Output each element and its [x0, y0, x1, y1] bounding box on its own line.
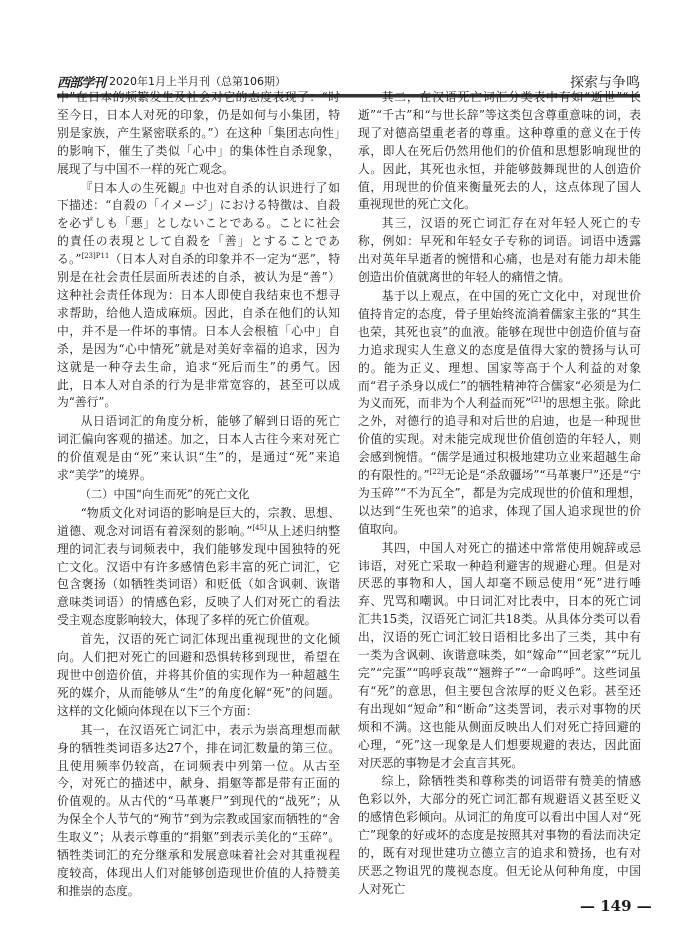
citation-ref: [45]	[252, 523, 267, 532]
text-run: 首先，汉语的死亡词汇体现出重视现世的文化倾向。人们把对死亡的回避和恐惧转移到现世，希望在现世中创造价值，并将其价值的实现作为一种超越生死的媒介，从而能够从“生”的角度化解“死”的问题。这样的文化倾向体现在以下三个方面：	[57, 632, 340, 718]
citation-ref: [21]	[531, 396, 546, 405]
text-run: “物质文化对词语的影响是巨大的，宗教、思想、道德、观念对词语有着深刻的影响。”	[57, 505, 340, 538]
page-number: — 149 —	[580, 897, 652, 915]
paragraph	[358, 215, 641, 287]
paragraph	[358, 540, 641, 773]
text-run: 中”在日本的频繁发生及社会对它的态度表现了：“时至今日，日本人对死的印象，仍是如何与小集团，特别是家族，产生紧密联系的。”）在这种「集团志向性」的影响下，催生了类似「心中」的集体性自杀现象，展现了与中国不一样的死亡观念。	[57, 90, 340, 176]
text-run: 综上，除牺牲类和尊称类的词语带有赞美的情感色彩以外，大部分的死亡词汇都有规避语义甚至贬义的感情色彩倾向。从词汇的角度可以看出中国人对“死亡”现象的好或坏的态度是按照其对事物的看法而决定的，既有对现世建功立德立言的追求和赞扬，也有对厌恶之物诅咒的蔑视态度。但无论从何种角度，中国人对死亡	[358, 774, 641, 896]
text-run: 其一，在汉语死亡词汇中，表示为崇高理想而献身的牺牲类词语多达27个，排在词汇数量的第三位。且使用频率仍较高，在词频表中列第一位。从古至今，对死亡的描述中，献身、捐躯等都是带有正面的价值观的。从古代的“马革裹尸”到现代的“战死”；从为保全个人节气的“殉节”到为宗教或国家而牺牲的“舍生取义”；从表示尊重的“捐躯”到表示美化的“玉碎”。牺牲类词汇的充分继承和发展意味着社会对其重视程度较高，体现出人们对能够创造现世价值的人持赞美和推崇的态度。	[57, 722, 340, 898]
text-run: 从日语词汇的角度分析，能够了解到日语的死亡词汇偏向客观的描述。加之，日本人古往今来对死亡的价值观是由“死”来认识“生”的，是通过“死”来追求“美学”的境界。	[57, 414, 340, 483]
text-run: 基于以上观点，在中国的死亡文化中，对现世价值持肯定的态度，骨子里始终流淌着儒家主张的“其生也荣，其死也哀”的血液。能够在现世中创造价值与奋力追求现实人生意义的态度是值得大家的赞扬与认可的。能为正义、理想、国家等高于个人利益的对象而“君子杀身以成仁”的牺牲精神符合儒家“必须是为仁为义而死，而非为个人利益而死”	[358, 288, 641, 411]
paragraph	[57, 505, 340, 630]
paragraph	[358, 773, 641, 898]
text-run: 其三，汉语的死亡词汇存在对年轻人死亡的专称，例如：早死和年轻女子专称的词语。词语中透露出对英年早逝者的惋惜和心痛，也是对有能力却未能创造出价值就离世的年轻人的痛惜之情。	[358, 216, 641, 285]
text-run: 无论是“杀敌疆场”“马革裹尸”还是“宁为玉碎”“不为瓦全”，都是为完成现世的价值和理想，以达到“生死也荣”的追求，体现了国人追求现世的价值取向。	[358, 468, 641, 536]
section-heading	[57, 486, 340, 504]
paragraph	[358, 89, 641, 214]
right-column	[358, 89, 641, 900]
paragraph	[57, 722, 340, 901]
journal-logo: 西部学刊	[57, 76, 106, 91]
paragraph	[57, 180, 340, 413]
text-run: 其四，中国人对死亡的描述中常常使用婉辞或忌讳语，对死亡采取一种趋利避害的规避心理。但是对厌恶的事物和人，国人却毫不顾忌使用“死”进行唾弃、咒骂和嘲讽。中日词汇对比表中，日本的死亡词汇共15类，汉语死亡词汇共18类。从具体分类可以看出，汉语的死亡词汇较日语相比多出了三类，其中有一类为含讽刺、诙谐意味类，如“嫁命”“回老家”“玩儿完”“完蛋”“呜呼哀哉”“翘辫子”“一命呜呼”。这些词虽有“死”的意思，但主要包含浓厚的贬义色彩。甚至还有出现如“短命”和“断命”这类詈词，表示对事物的厌烦和不满。这也能从侧面反映出人们对死亡持回避的心理，“死”这一现象是人们想要规避的表达，因此面对厌恶的事物是才会直言其死。	[358, 540, 641, 770]
section-title: 探索与争鸣	[570, 75, 640, 91]
text-run: （二）中国“向生而死”的死亡文化	[79, 487, 250, 501]
left-column	[57, 89, 340, 902]
text-run: 的思想主张。除此之外，对德行的追寻和对后世的启迪，也是一种现世价值的实现。对未能完成现世价值创造的年轻人，则会感到惋惜。“儒学是通过积极地建功立业来超越生命的有限性的。”	[358, 396, 641, 483]
paragraph	[57, 89, 340, 179]
paragraph	[358, 288, 641, 539]
paragraph	[57, 413, 340, 485]
citation-ref: [23]P11	[81, 252, 110, 261]
text-run: 其二，在汉语死亡词汇分类表中有如“逝世”“长逝”“千古”和“与世长辞”等这类包含尊重意味的词，表现了对德高望重老者的尊重。这种尊重的意义在于传承，即人在死后仍然用他们的价值和思想影响现世的人。因此，其死也永恒，并能够鼓舞现世的人创造价值，用现世的价值来衡量死去的人，这点体现了国人重视现世的死亡文化。	[358, 90, 641, 212]
text-run: （日本人对自杀的印象并不一定为“恶”，特别是在社会责任层面所表述的自杀，被认为是“善”）这种社会责任体现为：日本人即使自我结束也不想寻求帮助，给他人造成麻烦。因此，自杀在他们的认知中，并不是一件坏的事情。日本人会根植「心中」自杀，是因为“心中情死”就是对美好幸福的追求，因为这就是一种夺去生命，追求“死后而生”的勇气。因此，日本人对自杀的行为是非常宽容的，甚至可以成为“善行”。	[57, 252, 340, 410]
citation-ref: [22]	[429, 468, 444, 477]
paragraph	[57, 631, 340, 721]
text-run: 『日本人の生死観』中也对自杀的认识进行了如下描述：“自殺の「イメージ」における特徴は、自殺を必ずしも「悪」としないことである。ことに社会的責任の表現として自殺を「善」とすることである。”	[57, 180, 340, 267]
issue-info: 2020年1月上半月刊（总第106期）	[109, 75, 286, 88]
text-run: 从上述归纳整理的词汇表与词频表中，我们能够发现中国独特的死亡文化。汉语中有许多感情色彩丰富的死亡词汇，它包含褒扬（如牺牲类词语）和贬低（如含讽刺、诙谐意味类词语）的情感色彩，反映了人们对死亡的看法受主观态度影响较大，体现了多样的死亡价值观。	[57, 523, 340, 628]
